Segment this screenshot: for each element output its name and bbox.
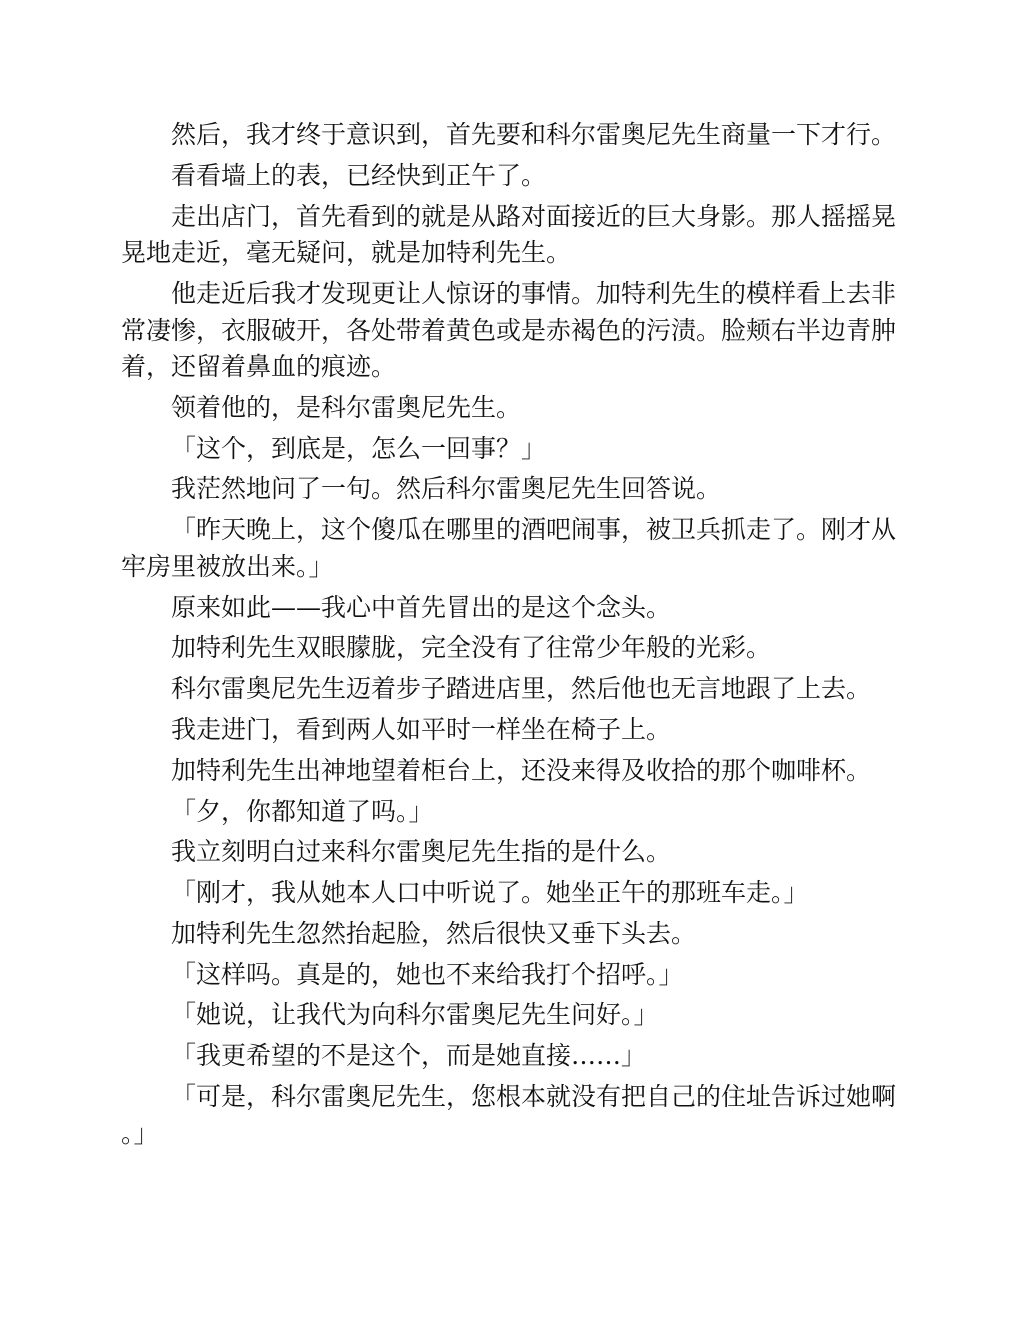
paragraph: 然后，我才终于意识到，首先要和科尔雷奥尼先生商量一下才行。 [171, 120, 897, 149]
paragraph: 「可是，科尔雷奥尼先生，您根本就没有把自己的住址告诉过她啊。」 [121, 1082, 897, 1148]
paragraph: 「昨天晚上，这个傻瓜在哪里的酒吧闹事，被卫兵抓走了。刚才从牢房里被放出来。」 [121, 515, 897, 581]
paragraph: 「这样吗。真是的，她也不来给我打个招呼。」 [171, 959, 684, 989]
paragraph: 「她说，让我代为向科尔雷奥尼先生问好。」 [171, 1000, 659, 1030]
paragraph: 领着他的，是科尔雷奥尼先生。 [171, 392, 522, 422]
paragraph: 我茫然地问了一句。然后科尔雷奥尼先生回答说。 [171, 474, 722, 504]
paragraph: 走出店门，首先看到的就是从路对面接近的巨大身影。那人摇摇晃晃地走近，毫无疑问，就是加特利先生。 [121, 201, 897, 268]
paragraph: 我立刻明白过来科尔雷奥尼先生指的是什么。 [171, 837, 672, 867]
paragraph: 「夕，你都知道了吗。」 [171, 796, 434, 826]
paragraph: 科尔雷奥尼先生迈着步子踏进店里，然后他也无言地跟了上去。 [171, 674, 872, 704]
paragraph: 加特利先生出神地望着柜台上，还没来得及收拾的那个咖啡杯。 [171, 755, 872, 785]
paragraph: 「我更希望的不是这个，而是她直接……」 [171, 1041, 647, 1071]
paragraph: 「刚才，我从她本人口中听说了。她坐正午的那班车走。」 [171, 878, 809, 908]
paragraph: 原来如此——我心中首先冒出的是这个念头。 [171, 592, 672, 622]
paragraph: 他走近后我才发现更让人惊讶的事情。加特利先生的模样看上去非常凄惨，衣服破开，各处带着黄色或是赤褐色的污渍。脸颊右半边青肿着，还留着鼻血的痕迹。 [121, 278, 897, 382]
paragraph: 我走进门，看到两人如平时一样坐在椅子上。 [171, 714, 672, 744]
paragraph: 加特利先生忽然抬起脸，然后很快又垂下头去。 [171, 918, 697, 948]
paragraph: 加特利先生双眼朦胧，完全没有了往常少年般的光彩。 [171, 633, 772, 663]
paragraph: 看看墙上的表，已经快到正午了。 [171, 160, 547, 190]
paragraph: 「这个，到底是，怎么一回事？」 [171, 433, 547, 463]
document-page [121, 117, 896, 1156]
